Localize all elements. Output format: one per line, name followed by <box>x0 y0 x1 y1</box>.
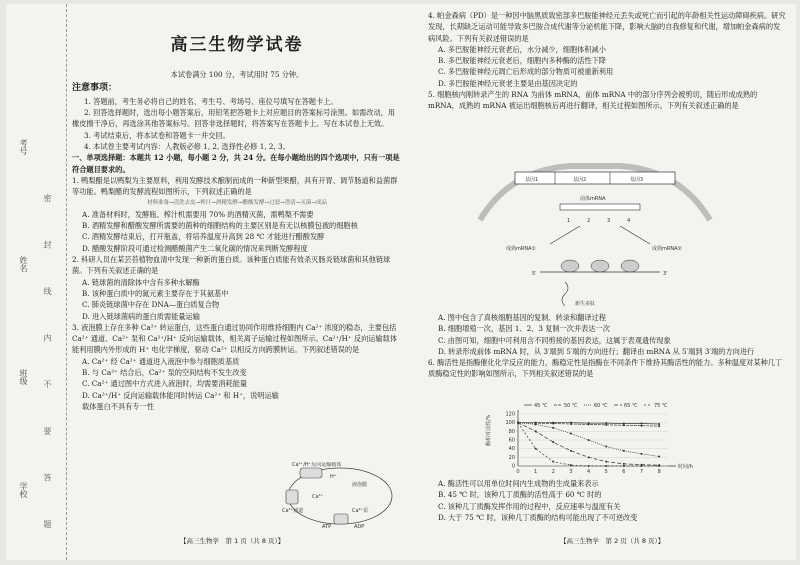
chart-point <box>552 423 554 425</box>
chart-point <box>570 423 572 425</box>
q3-stem: 3. 液泡膜上存在多种 Ca²⁺ 转运蛋白，这些蛋白通过协同作用维持细胞内 Ca²⁺ 浓度的稳态，主要包括 Ca²⁺ 通道、Ca²⁺ 泵和 Ca²⁺/H⁺ 反向运输载体，相关离子运输过程如图所示。Ca²⁺/H⁺ 反向运输载体能利用膜内外形成的 H⁺ 电化学梯度，驱动 Ca²⁺ 以相反方向跨膜转运。下列叙述错误的是 <box>72 322 398 355</box>
notice-item: 3. 考试结束后，将本试卷和答题卡一并交回。 <box>84 130 230 140</box>
chart-xlabel: 时间/h <box>678 464 693 470</box>
q5-option: A. 图中包含了真核细胞基因的复制、转录和翻译过程 <box>438 313 606 322</box>
chart-x-tick-label: 5 <box>604 469 608 475</box>
chart-point <box>605 446 607 448</box>
chart-y-tick-label: 120 <box>505 411 515 418</box>
page-title: 高三生物学试卷 <box>170 35 304 55</box>
notice-heading: 注意事项： <box>72 82 118 93</box>
chart-point <box>641 425 643 427</box>
pre-mrna-bar <box>560 204 640 210</box>
q2-option: C. 肺炎链球菌中存在 DNA—蛋白质复合物 <box>82 300 220 310</box>
q3-option: A. Ca²⁺ 经 Ca²⁺ 通道进入液泡中参与细胞质基质 <box>82 356 240 366</box>
seal-text: 密 封 线 内 不 要 答 题 <box>43 194 52 546</box>
chart-legend-label: 50 ℃ <box>564 403 578 409</box>
q2-option: B. 该种蛋白质中的氮元素主要存在于其氨基中 <box>82 288 229 298</box>
chart-point <box>605 424 607 426</box>
splice-arrow <box>550 226 580 244</box>
q6-option: B. 45 ℃ 时，该种几丁质酶的活性高于 60 ℃ 时的 <box>438 490 602 500</box>
dna-strip <box>515 172 675 184</box>
chart-point <box>570 450 572 452</box>
chart-x-tick-label: 3 <box>569 469 573 475</box>
left-footer: 【高三生物学 第 1 页（共 8 页）】 <box>180 537 285 545</box>
mature-mrna-1-label: 成熟mRNA① <box>506 246 536 252</box>
chart-legend-label: 65 ℃ <box>624 403 638 409</box>
q3-option: C. Ca²⁺ 通过图中方式进入液泡时，均需要消耗能量 <box>82 379 248 389</box>
chart-point <box>535 448 537 450</box>
q5-option: D. 转录形成前体 mRNA 时，从 3′端到 5′端的方向进行；翻译由 mRNA 从 5′端到 3′端的方向进行 <box>438 346 755 356</box>
gene-expression-figure <box>470 160 720 308</box>
chart-point <box>658 425 660 427</box>
q1-option: C. 酒精发酵结束后，打开瓶盖，将培养温度升高到 28 ℃ 才能进行醋酸发酵 <box>82 232 325 242</box>
notice-item: 4. 本试卷主要考试内容：人教版必修 1, 2, 选择性必修 1, 2, 3。 <box>84 142 290 152</box>
chart-point <box>623 463 625 465</box>
pump-label: Ca²⁺泵 <box>352 508 369 514</box>
q5-option: C. 由图可知，细胞中可利用含不同剪接的基因表达，这属于表观遗传现象 <box>438 335 671 345</box>
chart-point <box>552 441 554 443</box>
chart-point <box>623 465 625 467</box>
chart-point <box>588 439 590 441</box>
class-label: 班级 <box>19 369 28 385</box>
chart-point <box>570 464 572 466</box>
chart-y-tick-label: 40 <box>508 446 515 453</box>
chart-legend-label: 45 ℃ <box>534 403 548 409</box>
chart-point <box>605 422 607 424</box>
three-prime-label: 3' <box>663 271 668 277</box>
q1-option: B. 酒精发酵和醋酸发酵所需要的菌种的细胞结构的主要区别是有无以核膜包被的细胞核 <box>82 221 358 231</box>
chart-point <box>570 433 572 435</box>
ribosome <box>561 260 579 272</box>
q6-option: C. 该种几丁质酶发挥作用的过程中，反应速率与温度有关 <box>438 501 621 511</box>
gene2-label: 基因2 <box>573 177 587 183</box>
exon-num: 2 <box>587 218 591 224</box>
q4-option: A. 多巴胺能神经元衰老后，水分减少，细胞体积减小 <box>438 44 606 54</box>
ribosome <box>591 260 609 272</box>
chart-series-line <box>518 423 659 466</box>
atp-label: ATP <box>322 524 332 528</box>
channel-label: Ca²⁺通道 <box>282 508 304 514</box>
chart-point <box>658 465 660 467</box>
chart-y-tick-label: 80 <box>508 428 515 435</box>
chart-point <box>658 455 660 457</box>
chart-series-line <box>518 423 659 465</box>
chart-point <box>535 430 537 432</box>
chart-y-tick-label: 20 <box>508 454 515 461</box>
q2-option: A. 链球菌的清除体中含有多种水解酶 <box>82 277 200 287</box>
exon-num: 3 <box>607 218 611 224</box>
gene3-label: 基因3 <box>630 177 644 183</box>
ca-label: Ca²⁺ <box>312 494 324 500</box>
q5-q6-block <box>428 312 786 380</box>
adp-label: ADP <box>354 524 365 528</box>
left-page <box>72 10 402 412</box>
chart-point <box>605 461 607 463</box>
q2-option: D. 进入链球菌病的蛋白质需能量运输 <box>82 311 200 321</box>
chart-point <box>535 423 537 425</box>
chart-point <box>588 465 590 467</box>
name-label: 姓名 <box>19 256 28 272</box>
peptide-label: 新生多肽 <box>575 301 596 307</box>
q6-option: D. 大于 75 ℃ 时，该种几丁质酶的结构可能出现了不可逆改变 <box>438 512 638 522</box>
splice-arrow <box>620 226 650 244</box>
chart-point <box>588 456 590 458</box>
q4-option: D. 多巴胺能神经元衰老主要是由基因决定的 <box>438 78 578 88</box>
q6-stem: 6. 酶活性是指酶催化化学反应的能力，酶稳定性是指酶在不同条件下维持其酶活性的能力。多种温度对某种几丁质酶稳定性的影响如图所示，下列相关叙述错误的是 <box>428 358 783 379</box>
chart-y-tick-label: 60 <box>508 437 515 444</box>
enzyme-stability-chart <box>480 400 720 478</box>
school-label: 学校 <box>19 482 28 498</box>
antiporter-shape <box>300 468 322 478</box>
antiporter-label: Ca²⁺/H⁺反向运输载体 <box>292 462 342 468</box>
chart-y-tick-label: 100 <box>505 420 515 427</box>
pump-shape <box>334 514 348 524</box>
q3-option: B. 与 Ca²⁺ 结合后，Ca²⁺ 泵的空间结构不发生改变 <box>82 368 247 378</box>
chart-legend-label: 60 ℃ <box>594 403 608 409</box>
exon-num: 1 <box>567 218 571 224</box>
chart-point <box>552 427 554 429</box>
right-page <box>428 10 786 112</box>
chart-y-tick-label: 0 <box>511 463 515 470</box>
chart-x-tick-label: 7 <box>639 469 644 475</box>
chart-point <box>623 450 625 452</box>
chart-point <box>588 423 590 425</box>
ribosome <box>621 260 639 272</box>
five-prime-label: 5' <box>532 271 537 277</box>
right-footer: 【高三生物学 第 2 页（共 8 页）】 <box>560 537 665 545</box>
chart-x-tick-label: 1 <box>534 469 538 475</box>
notice-item: 1. 答题前，考生务必将自己的姓名、考生号、考场号、座位号填写在答题卡上。 <box>84 96 338 106</box>
chart-point <box>552 461 554 463</box>
q2-stem: 2. 科研人员在某芸苔植物血清中发现一种新的蛋白质。该种蛋白质能有效杀灭肠炎链球菌和其他链球菌。下列有关叙述正确的是 <box>72 255 391 276</box>
chart-point <box>517 422 519 424</box>
pre-mrna-label: 前体mRNA <box>580 196 606 202</box>
chart-point <box>623 424 625 426</box>
chart-point <box>641 465 643 467</box>
q3-option: D. Ca²⁺/H⁺ 反向运输载体能同时转运 Ca²⁺ 和 H⁺，说明运输载体蛋白不具有专一性 <box>82 390 279 411</box>
q5-stem: 5. 细胞核内刚转录产生的 RNA 为前体 mRNA，前体 mRNA 中的部分序列会被剪切，随后形成成熟的 mRNA，成熟的 mRNA 被运出细胞核后再进行翻译，相关过程如图所示。下列有关叙述正确的是 <box>428 90 758 111</box>
chart-ylabel: 酶相对活性/% <box>486 414 492 446</box>
q1-stem: 1. 鸭梨醋是以鸭梨为主要原料，利用发酵技术酿制而成的一种新型果醋，具有开胃、调节肠道和益菌群等功能。鸭梨醋的发酵流程如图所示，下列叙述正确的是 <box>72 175 398 197</box>
chart-point <box>623 423 625 425</box>
vacuole-label: 液泡膜 <box>352 482 368 488</box>
q6-option: A. 酶活性可以用单位时间内生成物的生成量来表示 <box>438 479 599 488</box>
chart-x-tick-label: 0 <box>516 469 520 475</box>
chart-point <box>641 453 643 455</box>
exam-no-label: 考号 <box>19 139 28 155</box>
chart-point <box>605 465 607 467</box>
q6-options <box>428 478 786 523</box>
peptide-chain <box>562 282 568 306</box>
gene1-label: 基因1 <box>525 177 539 183</box>
mature-mrna-2-label: 成熟mRNA② <box>652 246 682 252</box>
exon-num: 4 <box>627 218 631 224</box>
q5-option: B. 细胞增殖一次，基因 1、2、3 复制一次并表达一次 <box>438 324 610 334</box>
section-heading: 一、单项选择题：本题共 12 小题，每小题 2 分，共 24 分。在每小题给出的四个选项中，只有一项是符合题目要求的。 <box>72 153 400 174</box>
exam-meta: 本试卷满分 100 分，考试用时 75 分钟。 <box>170 70 304 80</box>
q4-option: C. 多巴胺能神经元凋亡后形成的部分物质可被重新利用 <box>438 67 614 77</box>
channel-shape <box>286 490 298 504</box>
q1-option: D. 醋酸发酵阶段可通过检测醋酸菌产生二氧化碳的情况来判断发酵程度 <box>82 243 308 253</box>
chart-point <box>658 423 660 425</box>
chart-x-tick-label: 2 <box>551 469 555 475</box>
chart-x-tick-label: 8 <box>657 469 661 475</box>
q4-option: B. 多巴胺能神经元衰老后，细胞内多种酶的活性下降 <box>438 56 606 66</box>
chart-legend-label: 75 ℃ <box>654 403 668 409</box>
chart-x-tick-label: 4 <box>586 469 591 475</box>
q4-stem: 4. 帕金森病（PD）是一种因中脑黑质致密部多巴胺能神经元丢失或死亡而引起的年龄相关性运动障碍疾病。研究发现，长期缺乏运动可能导致多巴胺合成代谢等分泌机能下降，影响大脑的自我修复和代谢，增加帕金森病的发病风险。下列有关叙述错误的是 <box>428 11 786 43</box>
q1-flow: 材料准备→清洗去皮→榨汁→酒精发酵→醋酸发酵→过滤→澄清→灭菌→成品 <box>147 199 327 206</box>
ion-transport-figure <box>282 462 398 528</box>
notice-item: 2. 回答选择题时，选出每小题答案后，用铅笔把答题卡上对应题目的答案标号涂黑。如需改动，用橡皮擦干净后，再选涂其他答案标号。回答非选择题时，将答案写在答题卡上。写在本试卷上无效。 <box>72 108 396 129</box>
h-label: H⁺ <box>330 474 337 480</box>
q1-option: A. 准备材料时，发酵瓶、榨汁机需要用 70% 的酒精灭菌，需鸭梨不需要 <box>82 209 314 219</box>
chart-x-tick-label: 6 <box>622 469 626 475</box>
chart-point <box>641 423 643 425</box>
binding-strip <box>6 4 67 560</box>
